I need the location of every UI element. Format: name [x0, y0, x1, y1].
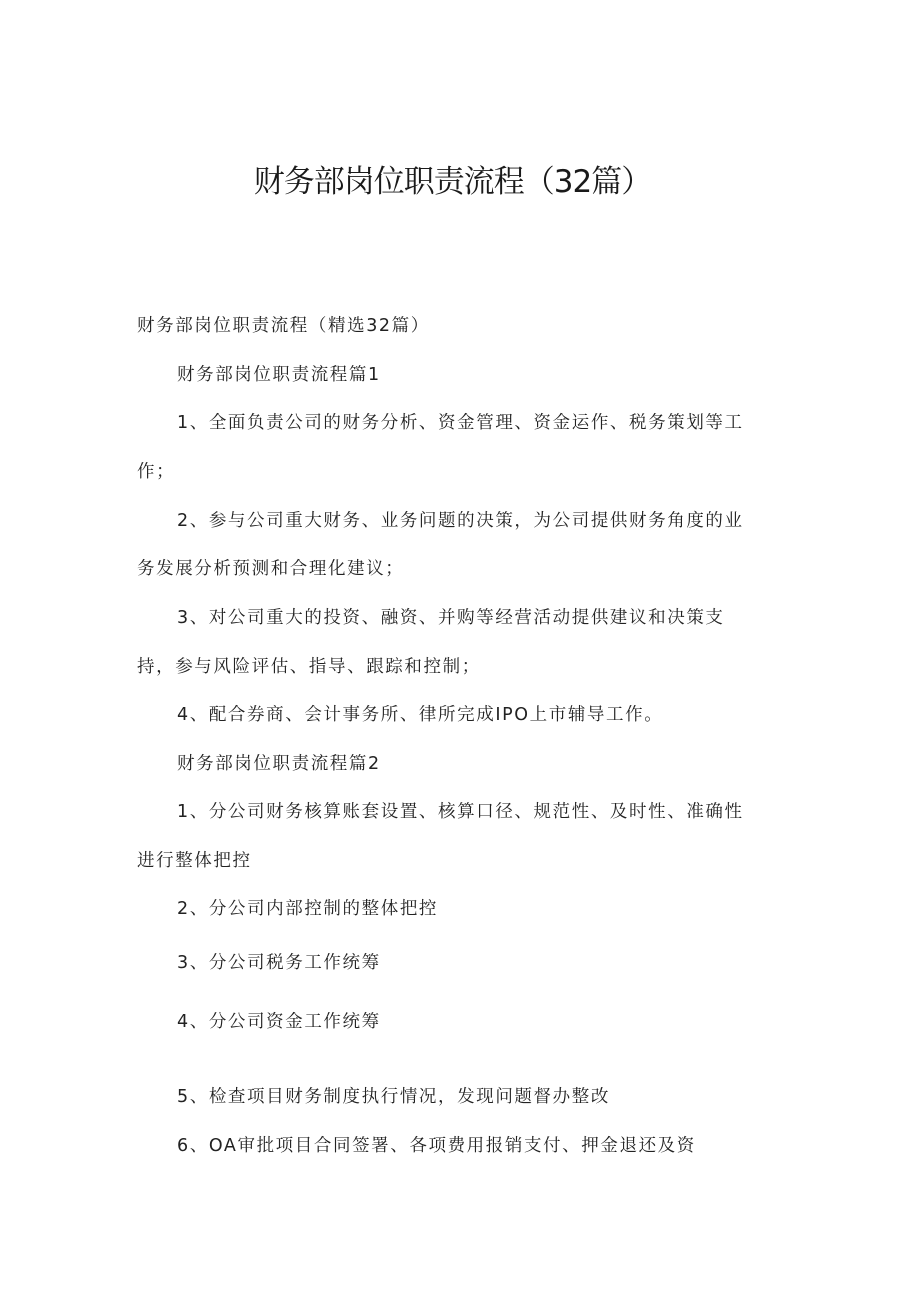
paragraph-line: 1、分公司财务核算账套设置、核算口径、规范性、及时性、准确性	[177, 802, 744, 822]
paragraph-line: 持，参与风险评估、指导、跟踪和控制；	[137, 657, 481, 677]
paragraph-line: 6、OA审批项目合同签署、各项费用报销支付、押金退还及资	[177, 1136, 696, 1156]
paragraph-line: 务发展分析预测和合理化建议；	[137, 559, 405, 579]
document-title: 财务部岗位职责流程（32篇）	[253, 164, 652, 200]
paragraph-line: 4、配合券商、会计事务所、律所完成IPO上市辅导工作。	[177, 705, 664, 725]
paragraph-line: 作；	[137, 462, 176, 482]
paragraph-line: 2、参与公司重大财务、业务问题的决策，为公司提供财务角度的业	[177, 511, 744, 531]
paragraph-line: 4、分公司资金工作统筹	[177, 1012, 381, 1032]
paragraph-line: 5、检查项目财务制度执行情况，发现问题督办整改	[177, 1087, 610, 1107]
paragraph-line: 1、全面负责公司的财务分析、资金管理、资金运作、税务策划等工	[177, 413, 744, 433]
paragraph-line: 3、分公司税务工作统筹	[177, 953, 381, 973]
paragraph-line: 进行整体把控	[137, 851, 252, 871]
paragraph-line: 2、分公司内部控制的整体把控	[177, 899, 439, 919]
document-subtitle: 财务部岗位职责流程（精选32篇）	[137, 316, 430, 336]
paragraph-line: 3、对公司重大的投资、融资、并购等经营活动提供建议和决策支	[177, 608, 725, 628]
section-heading-2: 财务部岗位职责流程篇2	[177, 754, 381, 774]
section-heading-1: 财务部岗位职责流程篇1	[177, 365, 381, 385]
